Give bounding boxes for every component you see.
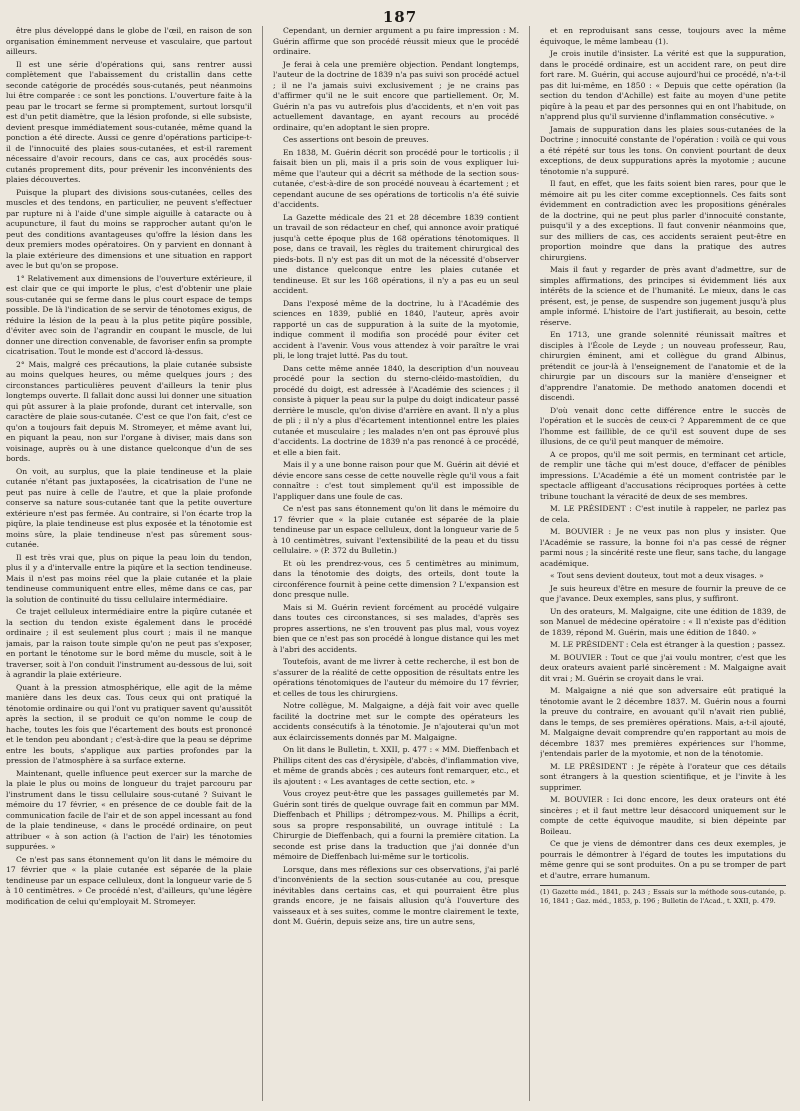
paragraph: Lorsque, dans mes réflexions sur ces observations, j'ai parlé d'inconvénients de la section sous-cutanée au cou, presque inévitables dans certains cas, et qui pourraient être plus grands encore, je ne faisais allusion qu'à l'ouverture des vaisseaux et à ses suites, comme le montre clairement le texte, dont M. Guérin, depuis seize ans, tire un autre sens, <box>273 864 519 926</box>
paragraph: M. BOUVIER : Je ne veux pas non plus y insister. Que l'Académie se rassure, la bonne foi n'a pas cessé de régner parmi nous ; la sincérité reste une fleur, sans tache, du langage académique. <box>540 527 786 568</box>
paragraph: Dans cette même année 1840, la description d'un nouveau procédé pour la section du sterno-cléido-mastoïdien, du procédé du doigt, est adressée à l'Académie des sciences ; il consiste à piquer la peau sur la pulpe du doigt indicateur passé derrière le muscle, qu'on divise d'arrière en avant. Il n'y a plus de pli ; il n'y a plus d'écartement intentionnel entre les plaies cutanée et musculaire ; les malades n'en ont pas éprouvé plus d'accidents. La doctrine de 1839 n'a pas renoncé à ce procédé, et elle a bien fait. <box>273 363 519 457</box>
paragraph: M. LE PRÉSIDENT : Je répète à l'orateur que ces détails sont étrangers à la question scientifique, et je l'invite à les supprimer. <box>540 761 786 792</box>
paragraph: M. BOUVIER : Tout ce que j'ai voulu montrer, c'est que les deux orateurs avaient parlé sincèrement : M. Malgaigne avait dit vrai ; M. Guérin se croyait dans le vrai. <box>540 652 786 683</box>
paragraph: D'où venait donc cette différence entre le succès de l'opération et le succès de ceux-ci ? Apparemment de ce que l'homme est faillible, de ce qu'il est souvent dupe de ses illusions, de ce qu'il peut manquer de mémoire. <box>540 405 786 446</box>
column-middle <box>273 26 519 1101</box>
paragraph: M. BOUVIER : Ici donc encore, les deux orateurs ont été sincères ; et il faut mettre leur désaccord uniquement sur le compte de cette équivoque maudite, si bien dépeinte par Boileau. <box>540 795 786 836</box>
paragraph: A ce propos, qu'il me soit permis, en terminant cet article, de remplir une tâche qui m'est douce, d'effacer de pénibles impressions. L'Académie a été un moment contristée par le spectacle affligeant d'accusations réciproques portées à cette tribune touchant la véracité de deux de ses membres. <box>540 449 786 501</box>
paragraph: Mais si M. Guérin revient forcément au procédé vulgaire dans toutes ces circonstances, si ses malades, d'après ses propres assertions, ne s'en trouvent pas plus mal, vous voyez bien que ce n'est pas son procédé à longue distance qui les met à l'abri des accidents. <box>273 602 519 654</box>
paragraph: Ce n'est pas sans étonnement qu'on lit dans le mémoire du 17 février que « la plaie cutanée est séparée de la plaie tendineuse par un espace celluleux, dont la longueur varie de 5 à 10 centimètres, suivant l'extensibilité de la peau et du tissu cellulaire. » (P. 372 du Bulletin.) <box>273 504 519 555</box>
paragraph: Mais il faut y regarder de près avant d'admettre, sur de simples affirmations, des principes si évidemment liés aux intérêts de la science et de l'humanité. Le mieux, dans le cas présent, est, je pense, de suspendre son jugement jusqu'à plus ample informé. L'histoire de l'art justifierait, au besoin, cette réserve. <box>540 265 786 327</box>
paragraph: Ces assertions ont besoin de preuves. <box>283 135 429 144</box>
paragraph: M. LE PRÉSIDENT : C'est inutile à rappeler, ne parlez pas de cela. <box>540 504 786 524</box>
text-columns <box>6 26 786 1101</box>
paragraph: Je suis heureux d'être en mesure de fournir la preuve de ce que j'avance. Deux exemples, sans plus, y suffiront. <box>540 583 786 603</box>
paragraph: Puisque la plupart des divisions sous-cutanées, celles des muscles et des tendons, en particulier, ne peuvent s'effectuer par rupture ni à l'aide d'une simple aiguille à cataracte ou à acupuncture, il faut du moins se rapprocher autant qu'on le peut des conditions avantageuses qu'offre la lésion dans les deux premiers modes opératoires. On y parvient en donnant à la plaie extérieure des dimensions et une situation en rapport avec le but qu'on se propose. <box>6 187 252 270</box>
column-right-body <box>540 26 786 881</box>
column-left <box>6 26 252 1101</box>
paragraph: Vous croyez peut-être que les passages guillemetés par M. Guérin sont tirés de quelque ouvrage fait en commun par MM. Dieffenbach et Phillips ; détrompez-vous. M. Phillips a écrit, sous sa propre responsabilité, un ouvrage intitulé : La Chirurgie de Dieffenbach, qui a fourni la première citation. La seconde est prise dans la traduction que j'ai donnée d'un mémoire de Dieffenbach lui-même sur le torticolis. <box>273 789 519 861</box>
paragraph: 1° Relativement aux dimensions de l'ouverture extérieure, il est clair que ce qui importe le plus, c'est d'obtenir une plaie sous-cutanée qui se ferme dans le plus court espace de temps possible. De là l'indication de se servir de ténotomes exigus, de réduire la lésion de la peau à la plus petite piqûre possible, d'éviter avec soin de l'agrandir en coupant le muscle, de lui donner une direction convenable, de favoriser enfin sa prompte cicatrisation. Tout le monde est d'accord là-dessus. <box>6 273 252 356</box>
paragraph: Jamais de suppuration dans les plaies sous-cutanées de la Doctrine ; innocuité constante de l'opération : voilà ce qui vous a été répété sur tous les tons. On convient pourtant de deux exceptions, de deux suppurations après la myotomie ; aucune ténotomie n'a suppuré. <box>540 124 786 176</box>
paragraph: Ce trajet celluleux intermédiaire entre la piqûre cutanée et la section du tendon existe également dans le procédé ordinaire ; il est seulement plus court ; mais il ne manque jamais, par la raison toute simple qu'on ne peut pas s'exposer, en portant le ténotome sur le bord même du muscle, soit à le traverser, soit à l'on conduit l'instrument au-dessous de lui, soit à agrandir la plaie extérieure. <box>6 607 252 679</box>
paragraph: Ce n'est pas sans étonnement qu'on lit dans le mémoire du 17 février que « la plaie cutanée est séparée de la plaie tendineuse par un espace celluleux, dont la longueur varie de 5 à 10 centimètres. » Ce procédé n'est, d'ailleurs, qu'une légère modification de celui qu'employait M. Stromeyer. <box>6 854 252 906</box>
paragraph: Je crois inutile d'insister. La vérité est que la suppuration, dans le procédé ordinaire, est un accident rare, on peut dire fort rare. M. Guérin, qui accuse aujourd'hui ce procédé, n'a-t-il pas dit lui-même, en 1850 : « Depuis que cette opération (la section du tendon d'Achille) est faite au moyen d'une petite piqûre à la peau et par des personnes qui en ont l'habitude, on n'apprend plus qu'il survienne d'inflammation consécutive. » <box>540 49 786 121</box>
paragraph: Maintenant, quelle influence peut exercer sur la marche de la plaie le plus ou moins de longueur du trajet parcouru par l'instrument dans le tissu cellulaire sous-cutané ? Suivant le mémoire du 17 février, « en présence de ce double fait de la communication facile de l'air et de son appel incessant au fond de la plaie tendineuse, « dans le procédé ordinaire, on peut attribuer « à son action (à l'action de l'air) les ténotomies suppurées. » <box>6 768 252 851</box>
paragraph: Un des orateurs, M. Malgaigne, cite une édition de 1839, de son Manuel de médecine opératoire : « Il n'existe pas d'édition de 1839, répond M. Guérin, mais une édition de 1840. » <box>540 606 786 637</box>
paragraph: Il est très vrai que, plus on pique la peau loin du tendon, plus il y a d'intervalle entre la piqûre et la section tendineuse. Mais il n'est pas moins réel que la plaie cutanée et la plaie tendineuse communiquent entre elles, même dans ce cas, par la solution de continuité du tissu cellulaire intermédiaire. <box>6 552 252 604</box>
paragraph: Et où les prendrez-vous, ces 5 centimètres au minimum, dans la ténotomie des doigts, des orteils, dont toute la circonférence fournit à peine cette dimension ? L'expansion est donc presque nulle. <box>273 558 519 599</box>
paragraph: Notre collègue, M. Malgaigne, a déjà fait voir avec quelle facilité la doctrine met sur le compte des opérateurs les accidents consécutifs à la ténotomie. Je n'ajouterai qu'un mot aux éclaircissements donnés par M. Malgaigne. <box>273 701 519 742</box>
paragraph: Dans l'exposé même de la doctrine, lu à l'Académie des sciences en 1839, publié en 1840, l'auteur, après avoir rapporté un cas de suppuration à la suite de la myotomie, indique comment il modifia son procédé pour éviter cet accident à l'avenir. Vous vous attendez à voir paraître le vrai pli, le long trajet lutté. Pas du tout. <box>273 298 519 360</box>
paragraph: M. LE PRÉSIDENT : Cela est étranger à la question ; passez. <box>550 640 786 649</box>
page-number: 187 <box>382 8 418 26</box>
footnote-rule <box>540 885 786 886</box>
paragraph: « Tout sens devient douteux, tout mot a deux visages. » <box>550 571 764 580</box>
paragraph: En 1713, une grande solennité réunissait maîtres et disciples à l'École de Leyde ; un nouveau professeur, Rau, chirurgien éminent, ami et collègue du grand Albinus, prétendit ce jour-là à l'enseignement de l'anatomie et de la chirurgie par un discours sur la manière d'enseigner et d'apprendre l'anatomie. De methodo anatomen docendi et discendi. <box>540 330 786 402</box>
paragraph: Quant à la pression atmosphérique, elle agit de la même manière dans les deux cas. Tous ceux qui ont pratiqué la ténotomie ordinaire ou qui l'ont vu pratiquer savent qu'aussitôt après la section, il se produit ce qu'on nomme le coup de hache, toutes les fois que l'écartement des bouts est prononcé et le tendon peu abondant ; c'est-à-dire que la peau se déprime entre les bouts, s'applique aux parties profondes par la pression de l'atmosphère à sa surface externe. <box>6 682 252 765</box>
paragraph: Mais il y a une bonne raison pour que M. Guérin ait dévié et dévie encore sans cesse de cette nouvelle règle qu'il vous a fait connaître : c'est tout simplement qu'il est impossible de l'appliquer dans une foule de cas. <box>273 460 519 501</box>
paragraph: On voit, au surplus, que la plaie tendineuse et la plaie cutanée n'étant pas juxtaposées, la cicatrisation de l'une ne peut pas nuire à celle de l'autre, et que la plaie profonde conserve sa nature sous-cutanée tant que la petite ouverture extérieure n'est pas fermée. Au contraire, si l'on écarte trop la piqûre, la plaie tendineuse est plus exposée et la ténotomie est moins sûre, la plaie tendineuse n'est pas sûrement sous-cutanée. <box>6 466 252 549</box>
paragraph: Cependant, un dernier argument a pu faire impression : M. Guérin affirme que son procédé réussit mieux que le procédé ordinaire. <box>273 26 519 56</box>
paragraph: Il faut, en effet, que les faits soient bien rares, pour que le mémoire ait pu les citer comme exceptionnels. Ces faits sont évidemment en contradiction avec les propositions générales de la doctrine, qui ne peut plus parler d'innocuité constante, puisqu'il y a des exceptions. Il faut convenir néanmoins que, sur des milliers de cas, ces accidents seraient peut-être en proportion moindre que dans la pratique des autres chirurgiens. <box>540 179 786 262</box>
paragraph: On lit dans le Bulletin, t. XXII, p. 477 : « MM. Dieffenbach et Phillips citent des cas d'érysipèle, d'abcès, d'inflammation vive, et même de grands abcès ; ces auteurs font remarquer, etc., et ils ajoutent : « Les avantages de cette section, etc. » <box>273 745 519 786</box>
column-divider <box>262 26 263 1101</box>
paragraph: Il est une série d'opérations qui, sans rentrer aussi complètement que l'abaissement du cristallin dans cette seconde catégorie de procédés sous-cutanés, peut néanmoins lui être comparée : ce sont les ponctions. L'ouverture faite à la peau par le trocart se ferme si promptement, surtout lorsqu'il est d'un petit diamètre, que la lésion profonde, si elle subsiste, devient presque immédiatement sous-cutanée, même quand la ponction a été directe. Aussi ce genre d'opérations participe-t-il de l'innocuité des plaies sous-cutanées, et est-il rarement nécessaire d'avoir recours, dans ce cas, aux procédés sous-cutanés proprement dits, pour prévenir les inconvénients des plaies découvertes. <box>6 59 252 184</box>
paragraph: être plus développé dans le globe de l'œil, en raison de son organisation éminemment nerveuse et vasculaire, que partout ailleurs. <box>6 26 252 56</box>
column-divider <box>529 26 530 1101</box>
paragraph: 2° Mais, malgré ces précautions, la plaie cutanée subsiste au moins quelques heures, ou même quelques jours ; des circonstances particulières peuvent d'ailleurs la tenir plus longtemps ouverte. Il fallait donc aussi lui donner une situation qui pût assurer à la plaie profonde, durant cet intervalle, son caractère de plaie sous-cutanée. C'est ce que l'on fait, c'est ce qu'on a toujours fait depuis M. Stromeyer, et même avant lui, en piquant la peau, non sur l'organe à diviser, mais dans son voisinage, auprès ou à une distance quelconque d'un de ses bords. <box>6 359 252 463</box>
paragraph: et en reproduisant sans cesse, toujours avec la même équivoque, le même lambeau (1). <box>540 26 786 46</box>
column-right <box>540 26 786 1101</box>
footnote: (1) Gazette méd., 1841, p. 243 ; Essais sur la méthode sous-cutanée, p. 16, 1841 ; Gaz. méd., 1853, p. 196 ; Bulletin de l'Acad., t. XXII, p. 479. <box>540 888 786 905</box>
paragraph: M. Malgaigne a nié que son adversaire eût pratiqué la ténotomie avant le 2 décembre 1837. M. Guérin nous a fourni la preuve du contraire, en avouant qu'il n'avait rien publié, dans le temps, de ses premières opérations. Mais, a-t-il ajouté, M. Malgaigne devait comprendre qu'en rapportant au mois de décembre 1837 mes premières expériences sur l'homme, j'entendais parler de la myotomie, et non de la ténotomie. <box>540 686 786 758</box>
paragraph: Toutefois, avant de me livrer à cette recherche, il est bon de s'assurer de la réalité de cette opposition de résultats entre les opérations ténotomiques de l'auteur du mémoire du 17 février, et celles de tous les chirurgiens. <box>273 657 519 698</box>
paragraph: Ce que je viens de démontrer dans ces deux exemples, je pourrais le démontrer à l'égard de toutes les imputations du même genre qui se sont produites. On a pu se tromper de part et d'autre, errare humanum. <box>540 839 786 880</box>
paragraph: Je ferai à cela une première objection. Pendant longtemps, l'auteur de la doctrine de 1839 n'a pas suivi son procédé actuel ; il ne l'a jamais suivi exclusivement ; je ne crains pas d'affirmer qu'il ne le suit encore que partiellement. Or, M. Guérin n'a pas vu autrefois plus d'accidents, et n'en voit pas actuellement davantage, en ayant recours au procédé ordinaire, qu'en adoptant le sien propre. <box>273 59 519 132</box>
paragraph: La Gazette médicale des 21 et 28 décembre 1839 contient un travail de son rédacteur en chef, qui annonce avoir pratiqué jusqu'à cette époque plus de 168 opérations ténotomiques. Il pose, dans ce travail, les règles du traitement chirurgical des pieds-bots. Il n'y est pas dit un mot de la nécessité d'observer une distance quelconque entre les plaies cutanée et tendineuse. Et sur les 168 opérations, il n'y a pas eu un seul accident. <box>273 212 519 295</box>
paragraph: En 1838, M. Guérin décrit son procédé pour le torticolis ; il faisait bien un pli, mais il a pris soin de vous expliquer lui-même que l'auteur qui a décrit sa méthode de la section sous-cutanée, c'est-à-dire de son procédé nouveau à écartement ; et cependant aucune de ses opérations de torticolis n'a été suivie d'accidents. <box>273 147 519 209</box>
